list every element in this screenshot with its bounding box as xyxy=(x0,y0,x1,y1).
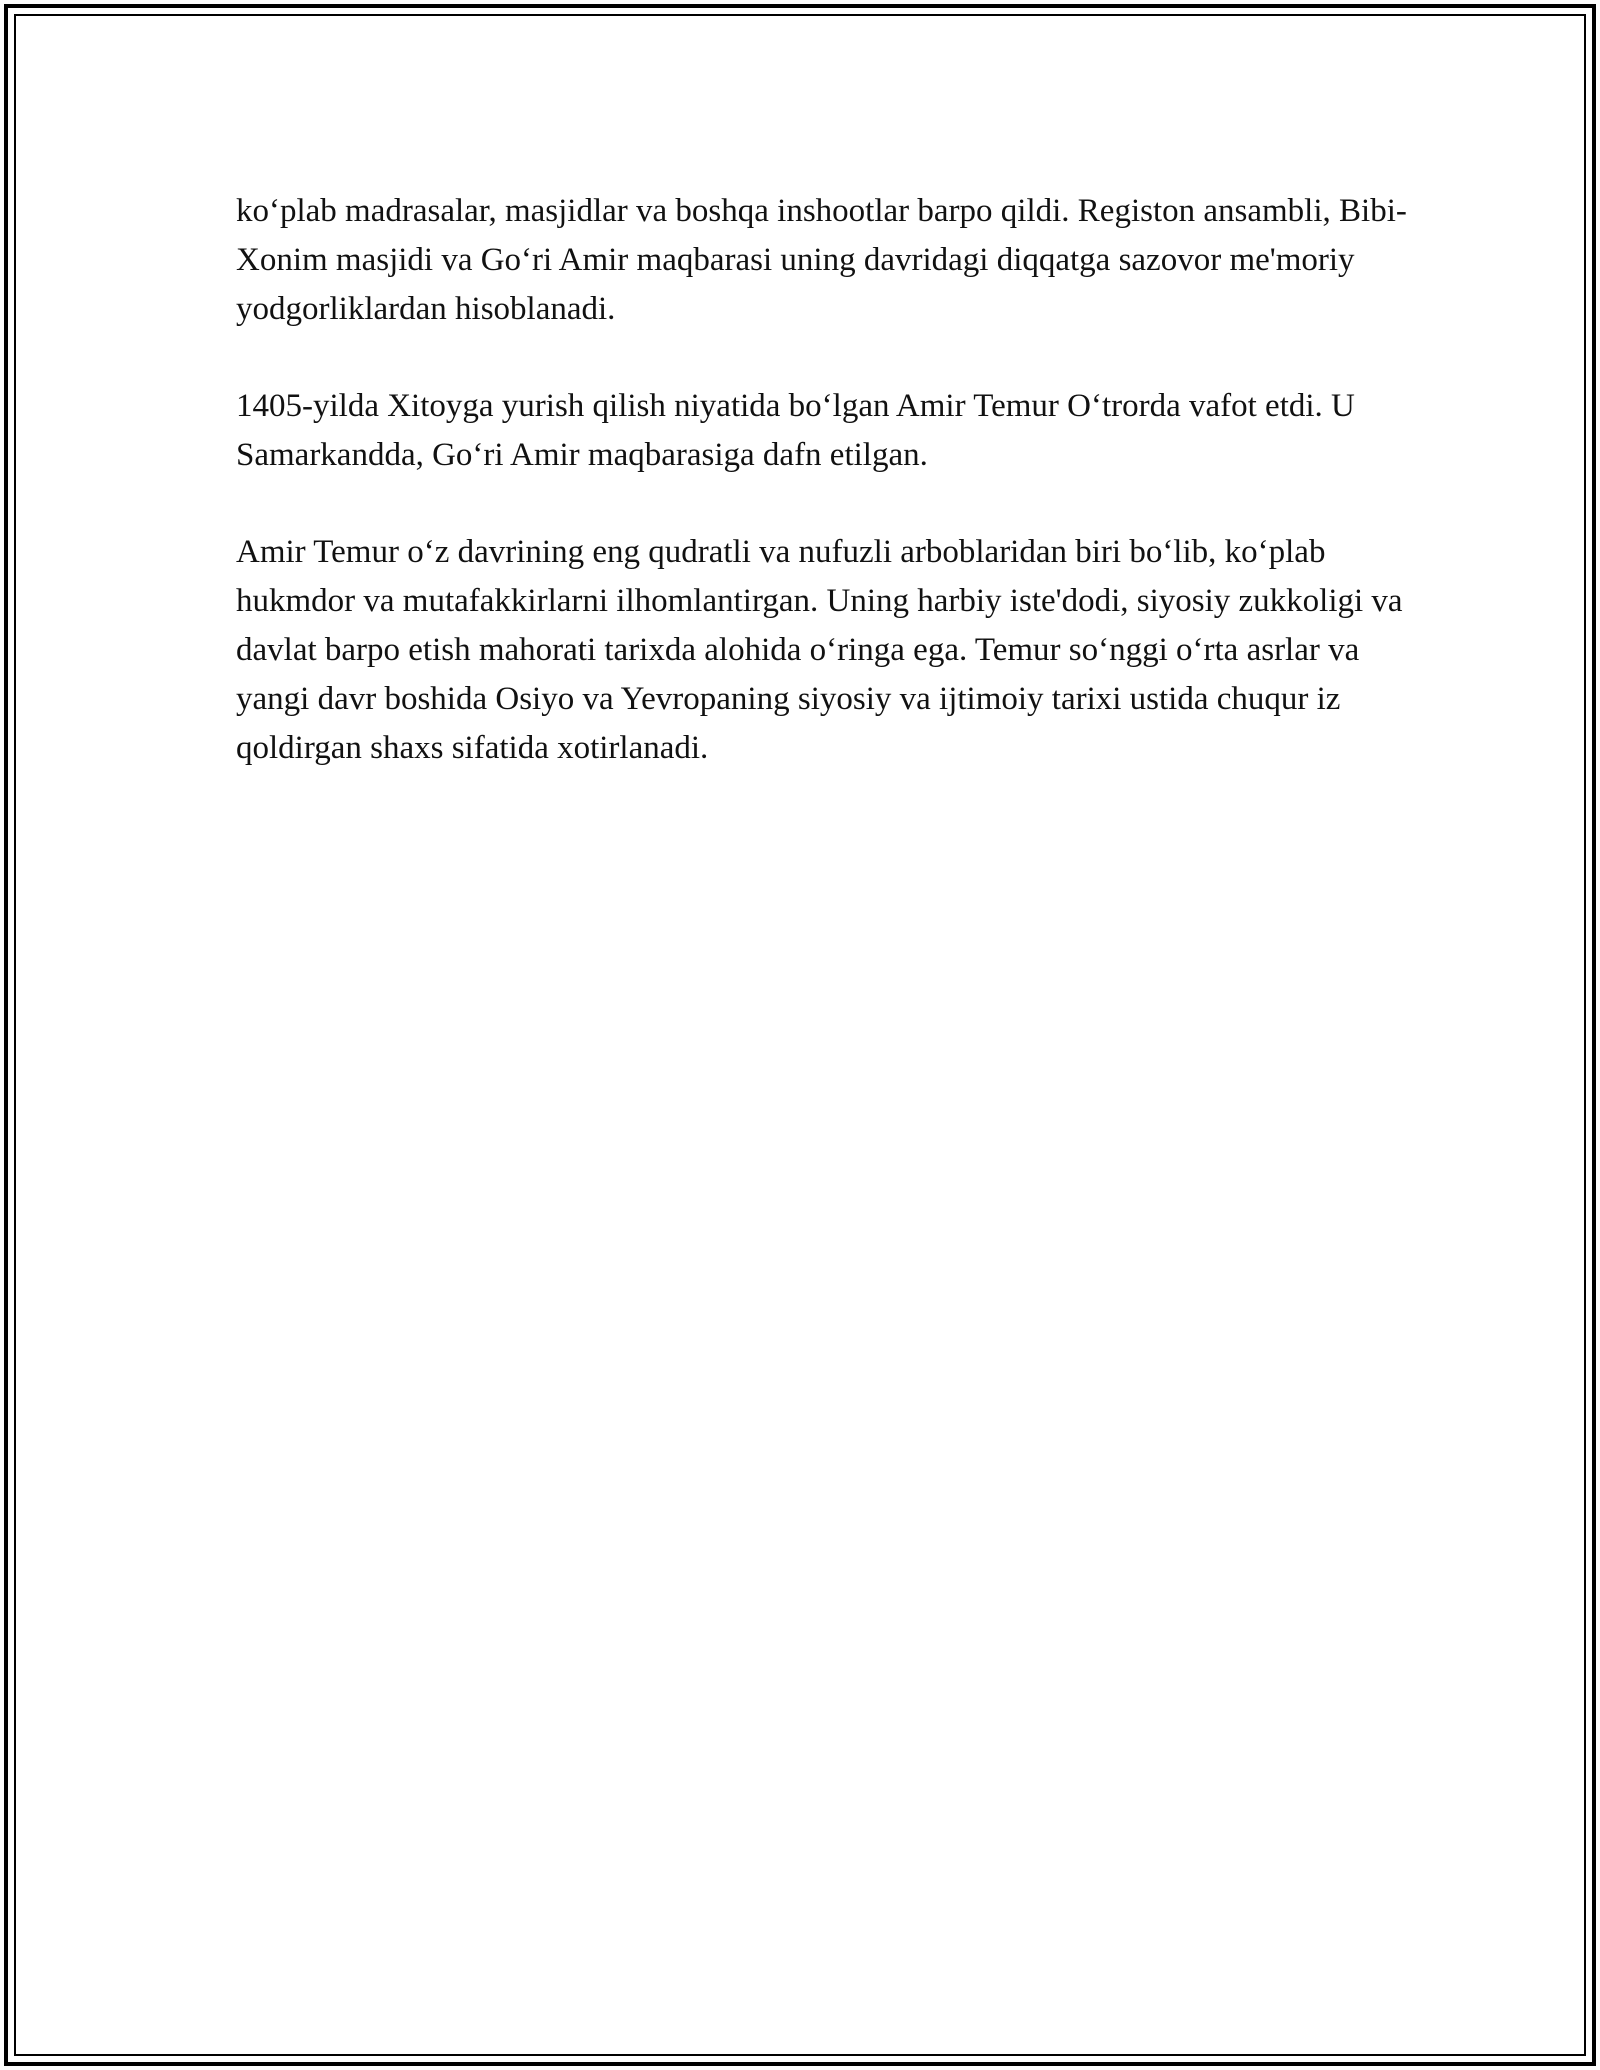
document-body xyxy=(236,187,1416,821)
paragraph-architecture: ko‘plab madrasalar, masjidlar va boshqa inshootlar barpo qildi. Registon ansambli, Bibi-Xonim masjidi va Go‘ri Amir maqbarasi uning davridagi diqqatga sazovor me'moriy yodgorliklardan hisoblanadi. xyxy=(236,193,1407,327)
paragraph-death: 1405-yilda Xitoyga yurish qilish niyatida bo‘lgan Amir Temur O‘trorda vafot etdi. U Samarkandda, Go‘ri Amir maqbarasiga dafn etilgan. xyxy=(236,388,1355,473)
paragraph-legacy: Amir Temur o‘z davrining eng qudratli va nufuzli arboblaridan biri bo‘lib, ko‘plab hukmdor va mutafakkirlarni ilhomlantirgan. Uning harbiy iste'dodi, siyosiy zukkoligi va davlat barpo etish mahorati tarixda alohida o‘ringa ega. Temur so‘nggi o‘rta asrlar va yangi davr boshida Osiyo va Yevropaning siyosiy va ijtimoiy tarixi ustida chuqur iz qoldirgan shaxs sifatida xotirlanadi. xyxy=(236,534,1403,766)
